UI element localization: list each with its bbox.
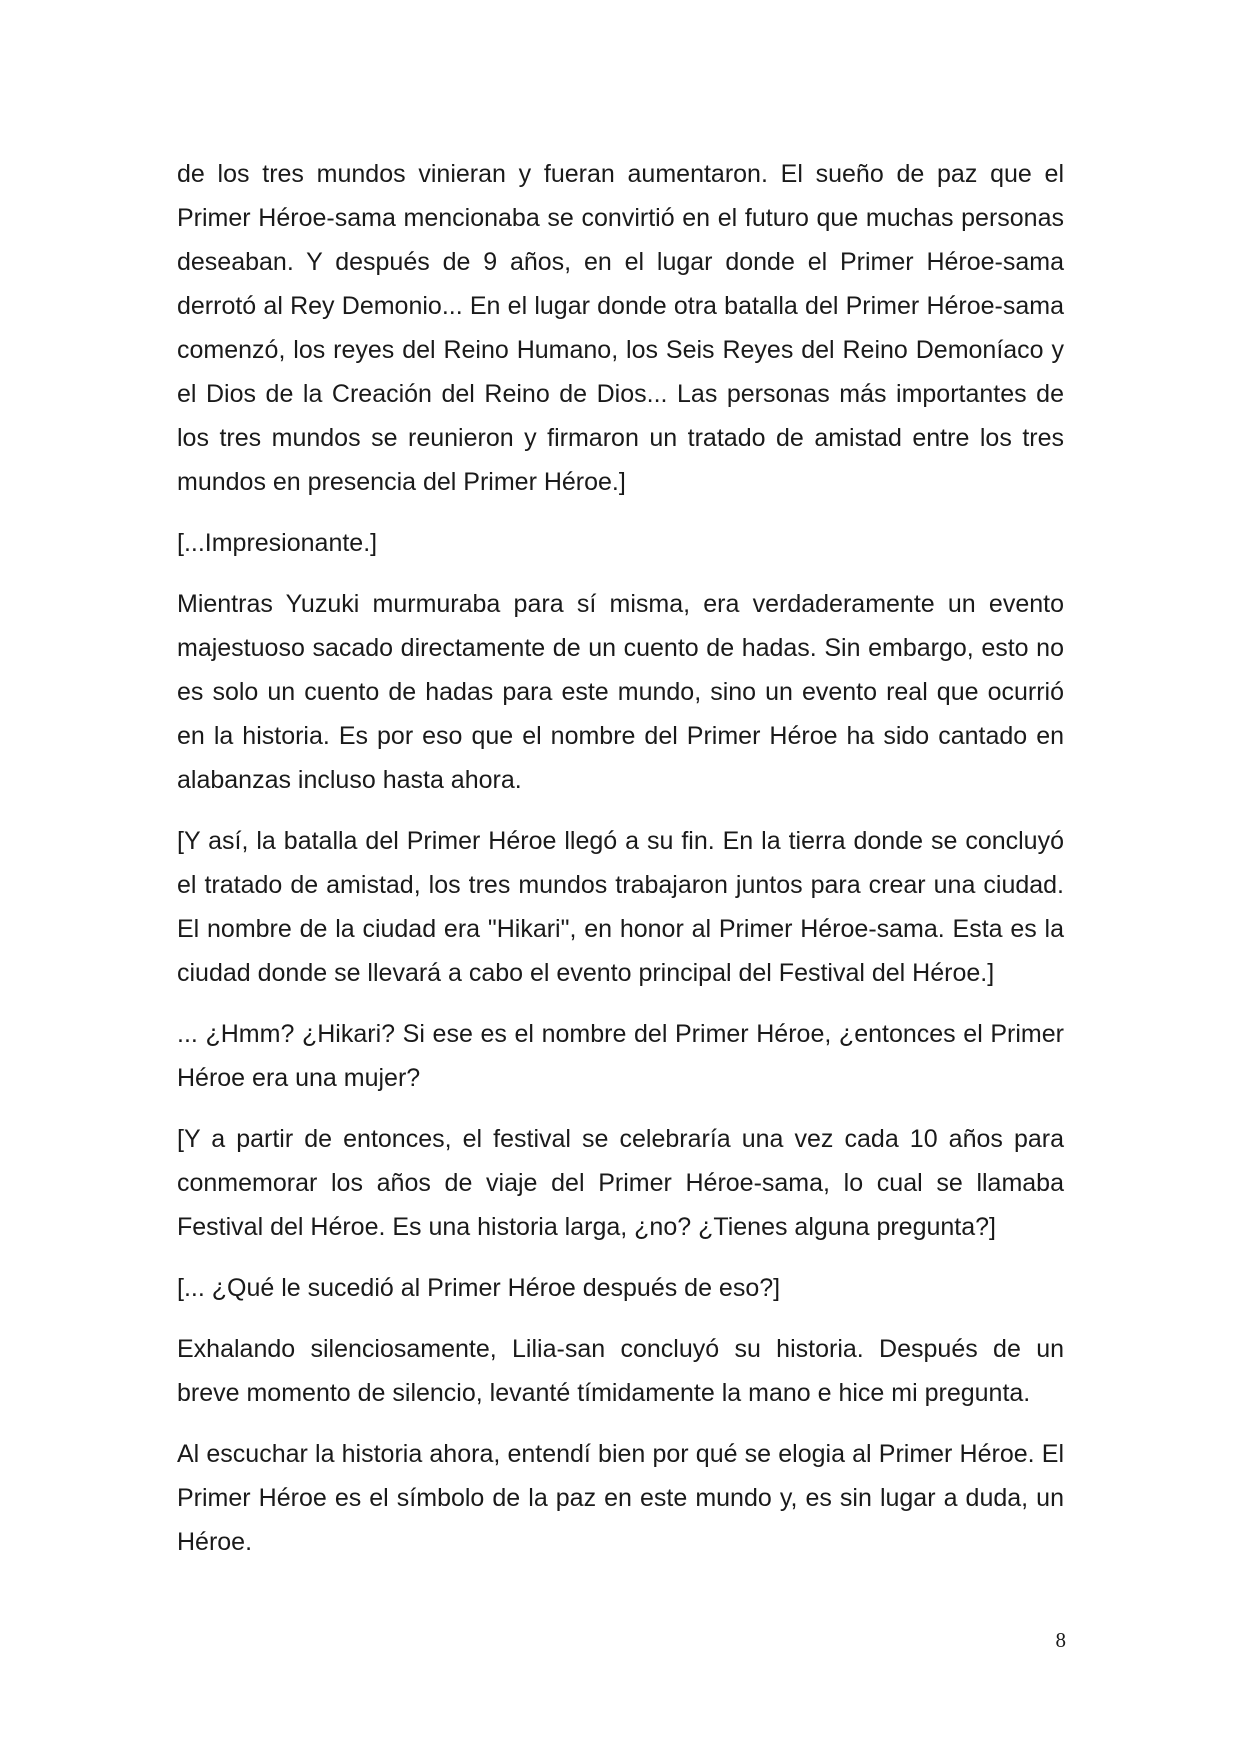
- paragraph: [... ¿Qué le sucedió al Primer Héroe después de eso?]: [177, 1274, 781, 1302]
- page-number: 8: [1055, 1628, 1066, 1652]
- paragraph: ... ¿Hmm? ¿Hikari? Si ese es el nombre del Primer Héroe, ¿entonces el Primer Héroe era una mujer?: [177, 1020, 1064, 1092]
- paragraph: [...Impresionante.]: [177, 529, 378, 557]
- paragraph: de los tres mundos vinieran y fueran aumentaron. El sueño de paz que el Primer Héroe-sama mencionaba se convirtió en el futuro que muchas personas deseaban. Y después de 9 años, en el lugar donde el Primer Héroe-sama derrotó al Rey Demonio... En el lugar donde otra batalla del Primer Héroe-sama comenzó, los reyes del Reino Humano, los Seis Reyes del Reino Demoníaco y el Dios de la Creación del Reino de Dios... Las personas más importantes de los tres mundos se reunieron y firmaron un tratado de amistad entre los tres mundos en presencia del Primer Héroe.]: [177, 160, 1064, 496]
- paragraph: Mientras Yuzuki murmuraba para sí misma, era verdaderamente un evento majestuoso sacado directamente de un cuento de hadas. Sin embargo, esto no es solo un cuento de hadas para este mundo, sino un evento real que ocurrió en la historia. Es por eso que el nombre del Primer Héroe ha sido cantado en alabanzas incluso hasta ahora.: [177, 590, 1064, 794]
- paragraph: [Y así, la batalla del Primer Héroe llegó a su fin. En la tierra donde se concluyó el tratado de amistad, los tres mundos trabajaron juntos para crear una ciudad. El nombre de la ciudad era "Hikari", en honor al Primer Héroe-sama. Esta es la ciudad donde se llevará a cabo el evento principal del Festival del Héroe.]: [177, 827, 1064, 987]
- paragraph: [Y a partir de entonces, el festival se celebraría una vez cada 10 años para conmemorar los años de viaje del Primer Héroe-sama, lo cual se llamaba Festival del Héroe. Es una historia larga, ¿no? ¿Tienes alguna pregunta?]: [177, 1125, 1064, 1241]
- paragraph: Exhalando silenciosamente, Lilia-san concluyó su historia. Después de un breve momento de silencio, levanté tímidamente la mano e hice mi pregunta.: [177, 1335, 1064, 1407]
- body-text: [177, 152, 1064, 1581]
- paragraph: Al escuchar la historia ahora, entendí bien por qué se elogia al Primer Héroe. El Primer Héroe es el símbolo de la paz en este mundo y, es sin lugar a duda, un Héroe.: [177, 1440, 1064, 1556]
